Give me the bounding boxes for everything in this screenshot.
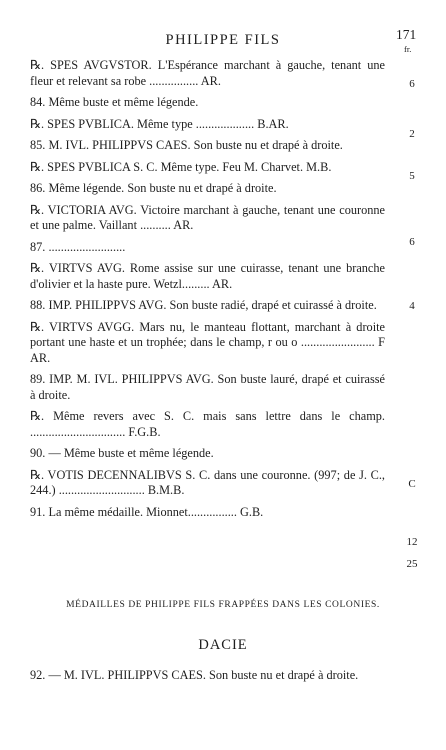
entry-text: 86. Même légende. Son buste nu et drapé à droite. <box>30 181 277 195</box>
entry-text: 91. La même médaille. Mionnet................ G.B. <box>30 504 264 519</box>
entry-86 <box>30 181 385 197</box>
entry-92 <box>30 668 385 684</box>
price: 2 <box>409 128 415 140</box>
running-title: PHILIPPE FILS <box>165 32 281 48</box>
province-title: DACIE <box>198 637 248 653</box>
page-header <box>0 20 446 54</box>
catalog-entries <box>0 58 446 570</box>
entry-text: 89. IMP. M. IVL. PHILIPPVS AVG. Son buste lauré, drapé et cuirassé à droite. <box>30 372 385 402</box>
price: 12 <box>406 536 418 548</box>
entry-reverse-spes-publica <box>30 117 385 133</box>
price: 6 <box>409 78 415 90</box>
entry-91 <box>30 505 385 521</box>
entry-text: ℞. VIRTVS AVGG. Mars nu, le manteau flottant, marchant à droite portant une haste et un trophée; dans le champ, r ou o ........................ F AR. <box>30 319 385 365</box>
entry-text: ℞. VIRTVS AVG. Rome assise sur une cuirasse, tenant une branche d'olivier et la haste pure. Wetzl......... AR. <box>30 261 385 291</box>
entry-text: ℞. SPES PVBLICA S. C. Même type. Feu M. Charvet. M.B. <box>30 159 332 174</box>
entry-reverse-votis <box>30 468 385 499</box>
entry-84 <box>30 95 385 111</box>
entry-reverse-meme-revers <box>30 409 385 440</box>
entry-87 <box>30 240 385 256</box>
section-header: MÉDAILLES DE PHILIPPE FILS FRAPPÉES DANS LES COLONIES. <box>66 600 380 610</box>
entry-text: 88. IMP. PHILIPPVS AVG. Son buste radié, drapé et cuirassé à droite. <box>30 298 377 312</box>
price: 5 <box>409 170 415 182</box>
entry-89 <box>30 372 385 403</box>
entry-reverse-victoria <box>30 203 385 234</box>
entry-text: ℞. SPES PVBLICA. Même type ................... B.AR. <box>30 116 289 131</box>
entry-text: 84. Même buste et même légende. <box>30 95 199 109</box>
price: 25 <box>406 558 418 570</box>
entry-text: ℞. SPES AVGVSTOR. L'Espérance marchant à gauche, tenant une fleur et relevant sa robe ................ AR. <box>30 58 385 88</box>
entry-88 <box>30 298 385 314</box>
entry-reverse-spes-publica-sc <box>30 160 385 176</box>
value-unit: fr. <box>404 44 412 54</box>
entry-text: ℞. VOTIS DECENNALIBVS S. C. dans une couronne. (997; de J. C., 244.) ............................ B.M.B. <box>30 467 385 497</box>
entry-reverse-spes-augustor <box>30 58 385 89</box>
price: C <box>408 478 416 490</box>
price: 6 <box>409 236 415 248</box>
entry-text: 85. M. IVL. PHILIPPVS CAES. Son buste nu et drapé à droite. <box>30 138 343 152</box>
entry-text: 92. — M. IVL. PHILIPPVS CAES. Son buste nu et drapé à droite. <box>30 668 359 682</box>
entry-reverse-virtus-aug <box>30 261 385 292</box>
entry-reverse-virtus-augg <box>30 320 385 367</box>
entry-90 <box>30 446 385 462</box>
entry-85 <box>30 138 385 154</box>
price: 4 <box>409 300 415 312</box>
page-number: 171 <box>396 27 417 42</box>
entry-text: 90. — Même buste et même légende. <box>30 446 214 460</box>
entry-text: ℞. VICTORIA AVG. Victoire marchant à gauche, tenant une couronne et une palme. Vaillant .......... AR. <box>30 202 385 232</box>
entry-text: 87. ......................... <box>30 239 126 254</box>
entry-text: ℞. Même revers avec S. C. mais sans lettre dans le champ. ............................... F.G.B. <box>30 409 385 439</box>
